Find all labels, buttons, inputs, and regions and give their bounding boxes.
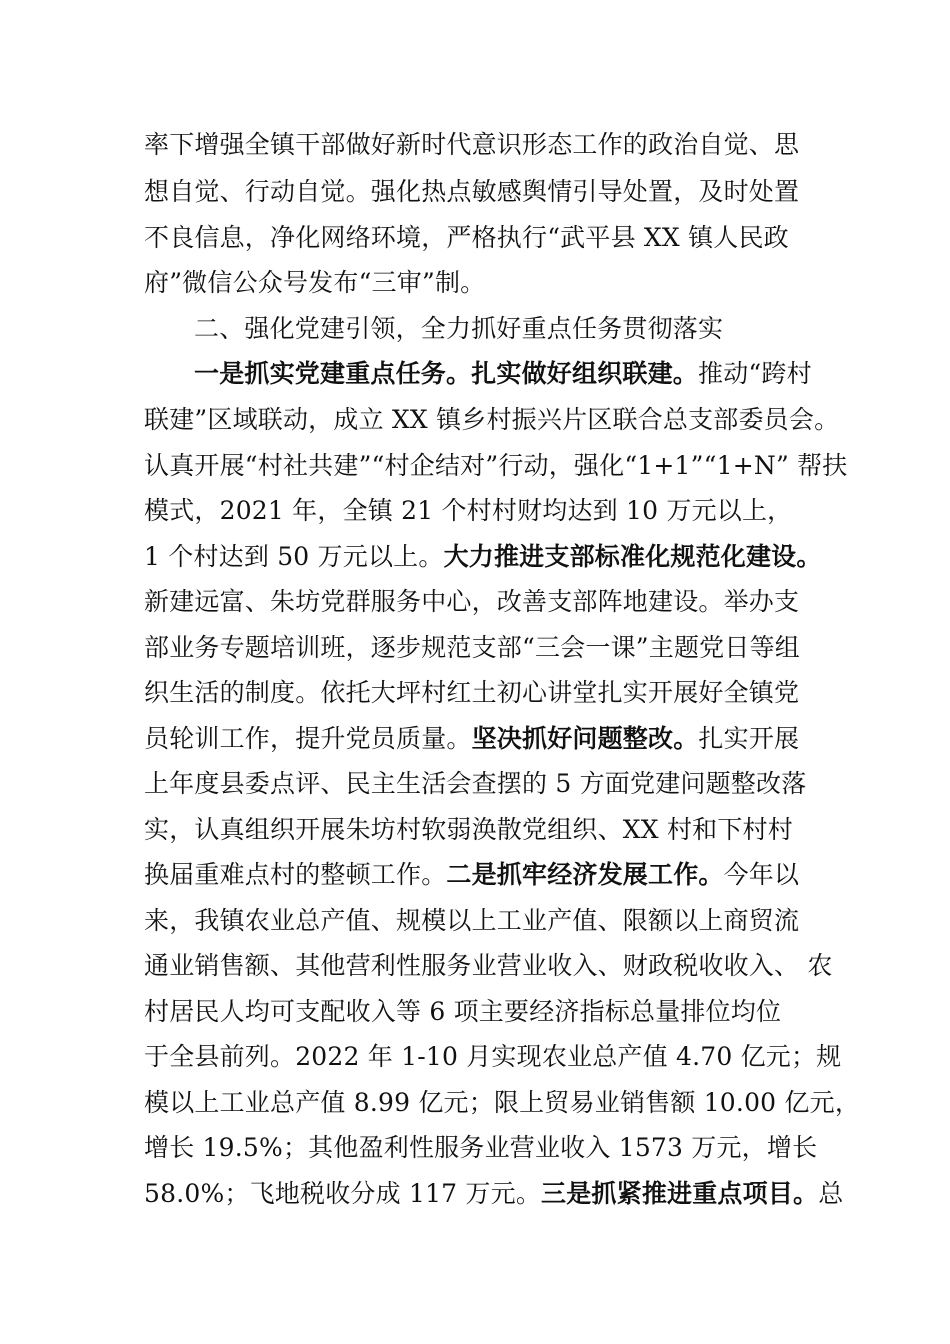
- paragraph-line: 换届重难点村的整顿工作。二是抓牢经济发展工作。今年以: [144, 860, 800, 889]
- section-heading: 二、强化党建引领，全力抓好重点任务贯彻落实: [194, 314, 724, 343]
- paragraph-line: 于全县前列。2022 年 1-10 月实现农业总产值 4.70 亿元；规: [144, 1042, 842, 1071]
- paragraph-line: 模以上工业总产值 8.99 亿元；限上贸易业销售额 10.00 亿元，: [144, 1088, 861, 1117]
- paragraph-line: 认真开展“村社共建”“村企结对”行动，强化“1+1”“1+N” 帮扶: [144, 451, 848, 480]
- paragraph-line: 1 个村达到 50 万元以上。大力推进支部标准化规范化建设。: [144, 542, 822, 571]
- paragraph-line: 一是抓实党建重点任务。扎实做好组织联建。推动“跨村: [194, 359, 812, 388]
- paragraph-line: 不良信息，净化网络环境，严格执行“武平县 XX 镇人民政: [144, 223, 789, 252]
- bold-heading: 一是抓实党建重点任务。扎实做好组织联建。: [194, 359, 699, 388]
- bold-heading: 二是抓牢经济发展工作。: [446, 860, 724, 889]
- paragraph-line: 员轮训工作，提升党员质量。坚决抓好问题整改。扎实开展: [144, 724, 800, 753]
- paragraph-line: 通业销售额、其他营利性服务业营业收入、财政税收收入、 农: [144, 951, 833, 980]
- paragraph-line: 增长 19.5%；其他盈利性服务业营业收入 1573 万元，增长: [144, 1133, 818, 1162]
- paragraph-line: 村居民人均可支配收入等 6 项主要经济指标总量排位均位: [144, 997, 782, 1026]
- paragraph-line: 58.0%；飞地税收分成 117 万元。三是抓紧推进重点项目。总: [144, 1179, 844, 1208]
- paragraph-line: 府”微信公众号发布“三审”制。: [144, 268, 486, 297]
- bold-heading: 坚决抓好问题整改。: [471, 724, 699, 753]
- bold-heading: 大力推进支部标准化规范化建设。: [443, 542, 822, 571]
- paragraph-line: 想自觉、行动自觉。强化热点敏感舆情引导处置，及时处置: [144, 177, 800, 206]
- paragraph-line: 率下增强全镇干部做好新时代意识形态工作的政治自觉、思: [144, 130, 800, 159]
- paragraph-line: 来，我镇农业总产值、规模以上工业产值、限额以上商贸流: [144, 906, 800, 935]
- paragraph-line: 模式，2021 年，全镇 21 个村村财均达到 10 万元以上，: [144, 496, 793, 525]
- paragraph-line: 部业务专题培训班，逐步规范支部“三会一课”主题党日等组: [144, 633, 800, 662]
- paragraph-line: 实，认真组织开展朱坊村软弱涣散党组织、XX 村和下村村: [144, 815, 793, 844]
- paragraph-line: 上年度县委点评、民主生活会查摆的 5 方面党建问题整改落: [144, 769, 807, 798]
- paragraph-line: 联建”区域联动，成立 XX 镇乡村振兴片区联合总支部委员会。: [144, 405, 840, 434]
- paragraph-line: 织生活的制度。依托大坪村红土初心讲堂扎实开展好全镇党: [144, 678, 800, 707]
- paragraph-line: 新建远富、朱坊党群服务中心，改善支部阵地建设。举办支: [144, 587, 800, 616]
- bold-heading: 三是抓紧推进重点项目。: [541, 1179, 819, 1208]
